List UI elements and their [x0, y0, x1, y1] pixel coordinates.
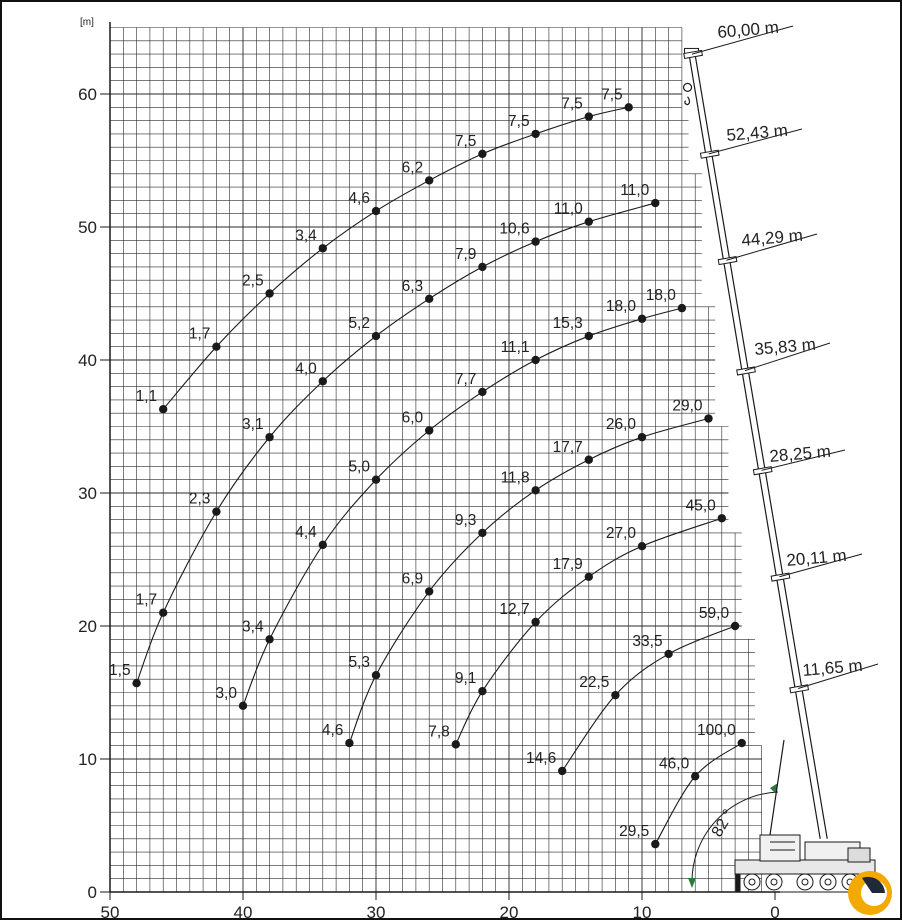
- load-value-label: 7,8: [428, 723, 450, 741]
- load-point: [585, 112, 593, 120]
- load-point: [319, 377, 327, 385]
- load-value-label: 2,5: [242, 272, 264, 290]
- load-point: [265, 289, 273, 297]
- load-point: [664, 650, 672, 658]
- load-value-label: 1,1: [135, 388, 158, 406]
- load-value-label: 7,5: [561, 95, 583, 113]
- load-point: [345, 739, 353, 747]
- load-value-label: 18,0: [605, 297, 636, 315]
- load-point: [625, 103, 633, 111]
- load-value-label: 29,5: [619, 823, 650, 841]
- load-value-label: 46,0: [659, 755, 690, 773]
- load-point: [319, 541, 327, 549]
- load-point: [159, 405, 167, 413]
- load-point: [585, 332, 593, 340]
- y-tick-label: 40: [78, 351, 97, 370]
- load-point: [265, 433, 273, 441]
- load-point: [704, 414, 712, 422]
- load-point: [691, 772, 699, 780]
- x-tick-label: 0: [770, 903, 780, 920]
- load-point: [585, 573, 593, 581]
- load-value-label: 59,0: [698, 605, 730, 622]
- boom-length-label: 28,25 m: [768, 441, 832, 466]
- load-value-label: 17,7: [552, 438, 583, 456]
- load-point: [372, 671, 380, 679]
- load-point: [478, 150, 486, 158]
- load-point: [212, 507, 220, 515]
- load-point: [212, 343, 220, 351]
- boom-length-label: 35,83 m: [753, 334, 817, 359]
- load-value-label: 5,3: [348, 654, 370, 672]
- load-value-label: 14,6: [526, 749, 557, 767]
- y-tick-label: 20: [78, 617, 97, 636]
- load-value-label: 12,7: [499, 601, 530, 619]
- load-point: [372, 207, 380, 215]
- boom: [684, 18, 878, 839]
- load-value-label: 9,3: [454, 511, 477, 529]
- load-point: [638, 542, 646, 550]
- load-value-label: 7,5: [508, 112, 530, 130]
- load-value-label: 6,0: [401, 409, 424, 427]
- angle-arrow-icon: [688, 878, 696, 888]
- load-value-label: 5,0: [348, 458, 370, 476]
- load-point: [425, 426, 433, 434]
- load-point: [718, 514, 726, 522]
- load-value-label: 11,8: [500, 469, 530, 487]
- load-point: [132, 679, 140, 687]
- load-point: [478, 263, 486, 271]
- load-point: [425, 176, 433, 184]
- load-point: [738, 739, 746, 747]
- load-value-label: 9,1: [454, 670, 477, 688]
- load-value-label: 3,0: [215, 684, 237, 702]
- load-point: [452, 740, 460, 748]
- unit-label: [m]: [80, 17, 94, 28]
- load-value-label: 3,4: [295, 227, 317, 245]
- hook-icon: [684, 83, 692, 91]
- load-point: [651, 199, 659, 207]
- load-point: [585, 456, 593, 464]
- boom-length-label: 20,11 m: [785, 545, 848, 570]
- boom-length-label: 60,00 m: [716, 17, 780, 42]
- load-value-label: 11,0: [553, 200, 583, 218]
- y-tick-label: 60: [78, 85, 97, 104]
- x-tick-label: 50: [100, 903, 120, 920]
- load-value-label: 22,5: [579, 674, 610, 692]
- load-value-label: 4,6: [321, 722, 344, 740]
- load-point: [239, 702, 247, 710]
- angle-label: 82 °: [708, 806, 738, 840]
- brand-logo-icon: [848, 871, 892, 915]
- hook-tip-icon: [685, 97, 690, 105]
- load-value-label: 100,0: [696, 722, 736, 740]
- load-point: [531, 618, 539, 626]
- load-point: [372, 476, 380, 484]
- load-value-label: 17,9: [552, 555, 583, 573]
- x-tick-label: 10: [632, 903, 652, 920]
- y-tick-label: 10: [78, 750, 97, 769]
- x-tick-label: 40: [233, 903, 253, 920]
- x-tick-label: 20: [499, 903, 519, 920]
- y-tick-label: 50: [78, 218, 97, 237]
- load-value-label: 2,3: [188, 490, 211, 508]
- load-point: [478, 687, 486, 695]
- load-point: [531, 486, 539, 494]
- load-value-label: 15,3: [552, 315, 583, 333]
- load-point: [478, 388, 486, 396]
- load-value-label: 27,0: [605, 525, 636, 543]
- load-value-label: 7,5: [601, 86, 623, 104]
- load-point: [638, 433, 646, 441]
- load-value-label: 18,0: [645, 287, 676, 305]
- load-value-label: 5,2: [348, 315, 370, 333]
- load-value-label: 1,7: [188, 325, 211, 343]
- load-value-label: 6,9: [401, 570, 424, 588]
- load-curve-1: [163, 107, 629, 409]
- boom-length-label: 52,43 m: [725, 120, 789, 145]
- load-point: [531, 130, 539, 138]
- load-value-label: 7,9: [454, 245, 477, 263]
- load-value-label: 1,5: [109, 662, 131, 680]
- load-value-label: 3,4: [242, 618, 264, 636]
- load-value-label: 3,1: [242, 416, 264, 434]
- load-value-label: 10,6: [499, 220, 530, 238]
- load-value-label: 4,6: [348, 190, 370, 208]
- load-point: [651, 840, 659, 848]
- load-point: [585, 217, 593, 225]
- load-value-label: 29,0: [672, 397, 703, 415]
- load-value-label: 33,5: [632, 632, 663, 650]
- load-value-label: 26,0: [605, 416, 636, 434]
- load-value-label: 4,0: [295, 360, 317, 378]
- crane-vehicle: [688, 740, 880, 892]
- load-value-label: 7,5: [454, 132, 477, 150]
- x-tick-label: 30: [366, 903, 386, 920]
- load-point: [425, 587, 433, 595]
- load-value-label: 4,4: [295, 523, 317, 541]
- load-point: [159, 609, 167, 617]
- load-point: [478, 529, 486, 537]
- load-point: [265, 635, 273, 643]
- load-point: [425, 295, 433, 303]
- y-tick-label: 0: [87, 883, 97, 902]
- boom-section-joint: [753, 467, 772, 475]
- load-point: [558, 767, 566, 775]
- load-point: [319, 244, 327, 252]
- boom-length-label: 11,65 m: [801, 655, 864, 680]
- load-point: [372, 332, 380, 340]
- load-point: [731, 622, 739, 630]
- load-value-label: 11,0: [620, 182, 650, 200]
- y-tick-label: 30: [78, 484, 97, 503]
- load-value-label: 1,7: [135, 591, 158, 609]
- load-value-label: 6,2: [401, 159, 424, 177]
- load-value-label: 7,7: [454, 370, 477, 388]
- boom-length-label: 44,29 m: [740, 225, 804, 250]
- load-value-label: 11,1: [500, 339, 530, 356]
- load-point: [531, 237, 539, 245]
- load-point: [678, 304, 686, 312]
- load-point: [611, 691, 619, 699]
- load-point: [531, 356, 539, 364]
- load-point: [638, 315, 646, 323]
- load-value-label: 6,3: [401, 277, 424, 295]
- load-value-label: 45,0: [685, 497, 716, 515]
